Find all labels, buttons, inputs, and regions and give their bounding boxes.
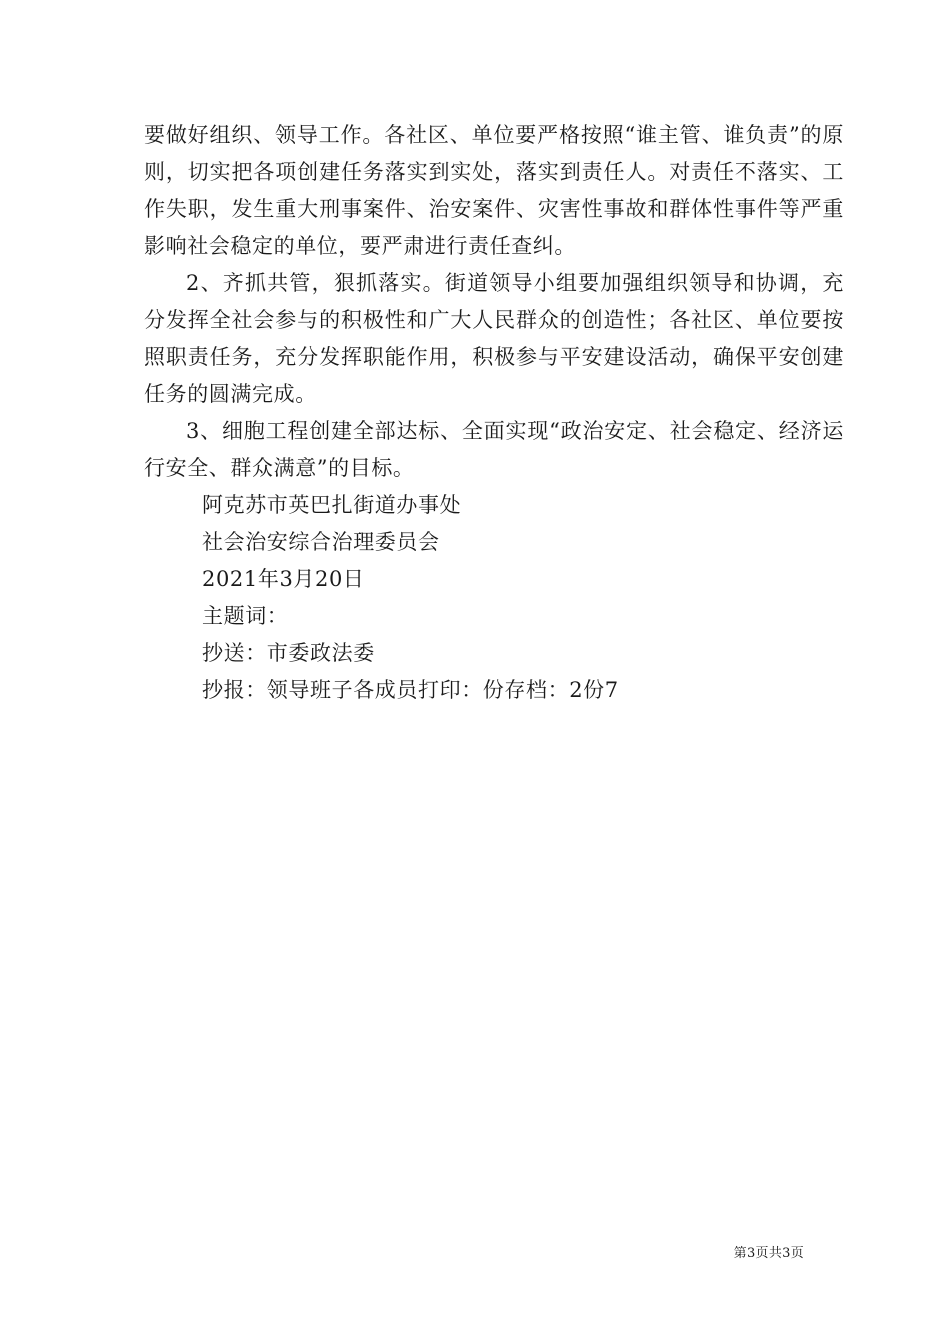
paragraph-joint-management: 2、齐抓共管，狠抓落实。街道领导小组要加强组织领导和协调，充分发挥全社会参与的积极性和广大人民群众的创造性；各社区、单位要按照职责任务，充分发挥职能作用，积极参与平安建设活动，确保平安创建任务的圆满完成。	[144, 271, 844, 406]
page-footer: 第3页共3页	[733, 1246, 804, 1261]
paragraph-cell-project: 3、细胞工程创建全部达标、全面实现“政治安定、社会稳定、经济运行安全、群众满意”的目标。	[144, 419, 844, 480]
cc-line: 抄送：市委政法委	[202, 641, 375, 665]
paragraph-responsibility: 要做好组织、领导工作。各社区、单位要严格按照“谁主管、谁负责”的原则，切实把各项创建任务落实到实处，落实到责任人。对责任不落实、工作失职，发生重大刑事案件、治安案件、灾害性事故和群体性事件等严重影响社会稳定的单位，要严肃进行责任查纠。	[144, 123, 844, 258]
subject-words: 主题词：	[202, 604, 289, 628]
report-line: 抄报：领导班子各成员打印：份存档：2份7	[202, 678, 619, 702]
signature-date: 2021年3月20日	[202, 567, 365, 591]
signature-office: 阿克苏市英巴扎街道办事处	[202, 493, 462, 517]
document-body	[144, 117, 844, 709]
signature-committee: 社会治安综合治理委员会	[202, 530, 440, 554]
